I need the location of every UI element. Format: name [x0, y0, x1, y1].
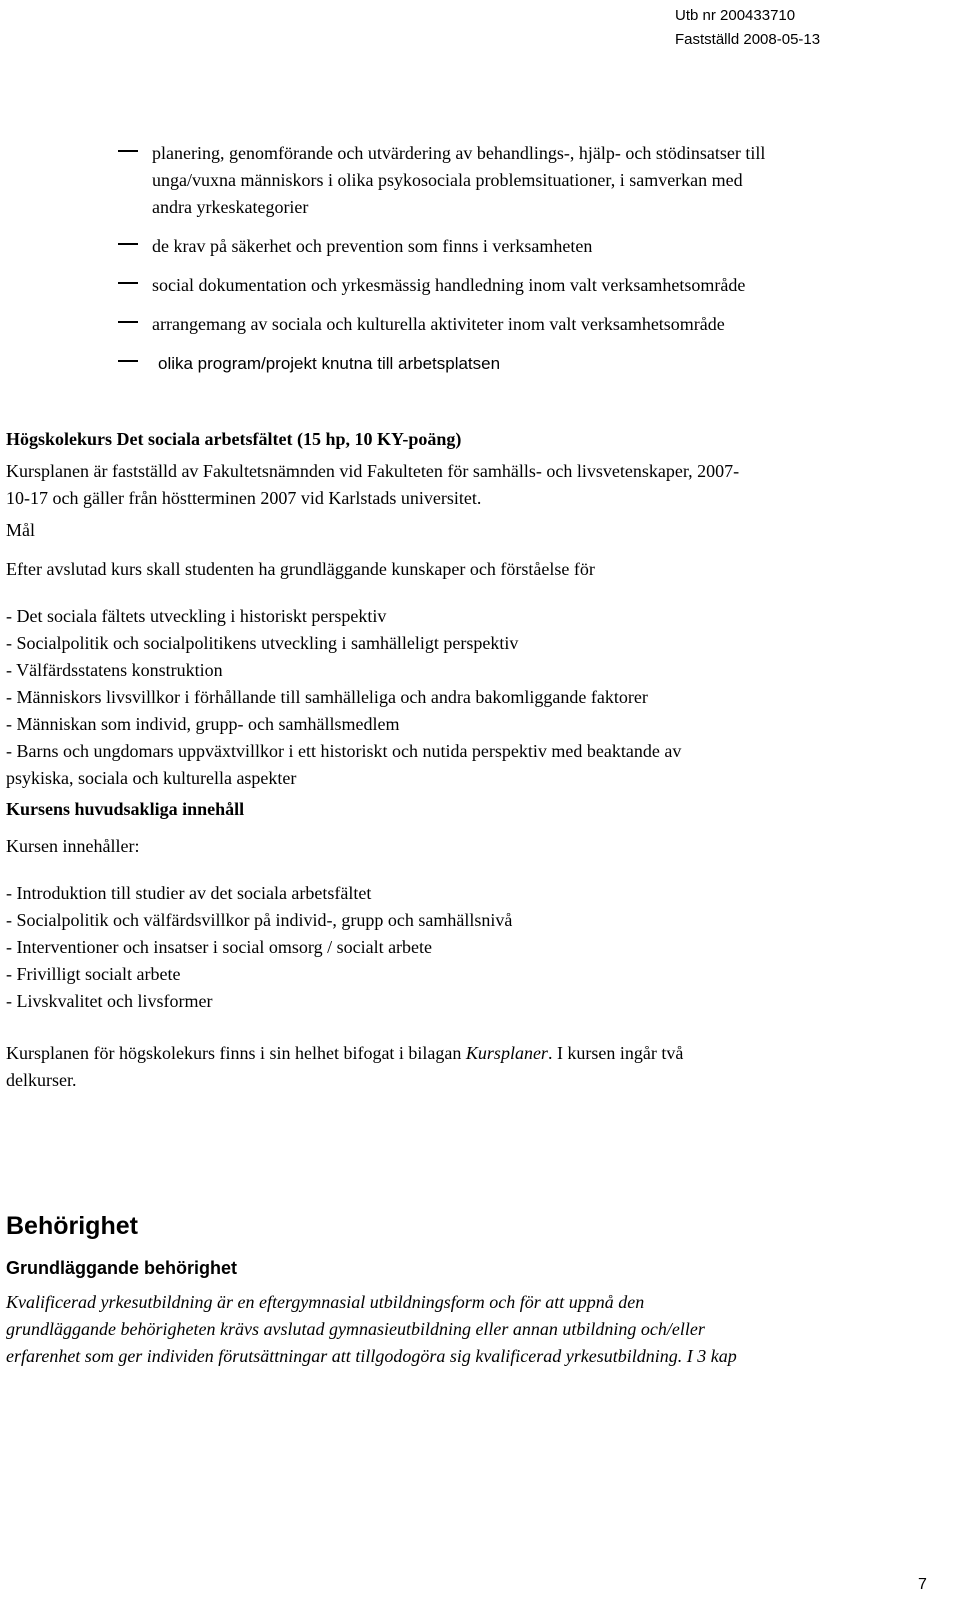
dash-list — [118, 140, 918, 389]
dash-item-line: andra yrkeskategorier — [152, 197, 309, 217]
content-list-item: - Livskvalitet och livsformer — [6, 991, 213, 1011]
dash-list-item — [118, 233, 918, 260]
content-list — [6, 880, 931, 1015]
established-date: Fastställd 2008-05-13 — [675, 31, 821, 48]
course-plan-paragraph — [6, 458, 931, 512]
goals-list-item: - Välfärdsstatens konstruktion — [6, 660, 223, 680]
dash-bullet-icon — [118, 321, 138, 323]
closing-text: Kursplanen för högskolekurs finns i sin helhet bifogat i bilagan — [6, 1043, 466, 1063]
course-plan-line: Kursplanen är fastställd av Fakultetsnämnden vid Fakulteten för samhälls- och livsvetenskaper, 2007- — [6, 461, 740, 481]
goals-label: Mål — [6, 520, 35, 540]
dash-item-line: olika program/projekt knutna till arbetsplatsen — [158, 354, 501, 373]
dash-list-item — [118, 350, 918, 377]
content-heading: Kursens huvudsakliga innehåll — [6, 799, 245, 819]
eligibility-paragraph — [6, 1289, 936, 1370]
goals-list — [6, 603, 931, 792]
content-list-item: - Frivilligt socialt arbete — [6, 964, 181, 984]
goals-list-item: - Socialpolitik och socialpolitikens utveckling i samhälleligt perspektiv — [6, 633, 519, 653]
content-list-item: - Introduktion till studier av det sociala arbetsfältet — [6, 883, 372, 903]
page-number: 7 — [918, 1576, 927, 1593]
dash-list-item — [118, 272, 918, 299]
closing-paragraph — [6, 1040, 931, 1094]
goals-intro: Efter avslutad kurs skall studenten ha grundläggande kunskaper och förståelse för — [6, 559, 595, 579]
dash-bullet-icon — [118, 150, 138, 152]
eligibility-heading: Behörighet — [6, 1212, 138, 1240]
goals-list-item: - Människors livsvillkor i förhållande till samhälleliga och andra bakomliggande faktorer — [6, 687, 648, 707]
dash-item-line: unga/vuxna människors i olika psykosociala problemsituationer, i samverkan med — [152, 170, 743, 190]
document-number: Utb nr 200433710 — [675, 7, 796, 24]
content-list-item: - Interventioner och insatser i social omsorg / socialt arbete — [6, 937, 433, 957]
dash-bullet-icon — [118, 360, 138, 362]
document-header — [675, 4, 820, 52]
course-plan-line: 10-17 och gäller från höstterminen 2007 vid Karlstads universitet. — [6, 488, 482, 508]
dash-list-item — [118, 140, 918, 221]
basic-eligibility-heading: Grundläggande behörighet — [6, 1258, 238, 1278]
closing-text: . I kursen ingår två — [547, 1043, 684, 1063]
dash-item-line: social dokumentation och yrkesmässig handledning inom valt verksamhetsområde — [152, 275, 746, 295]
dash-list-item — [118, 311, 918, 338]
goals-list-item: - Barns och ungdomars uppväxtvillkor i ett historiskt och nutida perspektiv med beaktande av — [6, 741, 682, 761]
closing-text: delkurser. — [6, 1070, 77, 1090]
dash-bullet-icon — [118, 243, 138, 245]
course-title: Högskolekurs Det sociala arbetsfältet (15 hp, 10 KY-poäng) — [6, 429, 462, 449]
dash-item-line: planering, genomförande och utvärdering av behandlings-, hjälp- och stödinsatser till — [152, 143, 766, 163]
dash-item-line: arrangemang av sociala och kulturella aktiviteter inom valt verksamhetsområde — [152, 314, 725, 334]
course-section — [6, 426, 931, 1094]
eligibility-line: erfarenhet som ger individen förutsättningar att tillgodogöra sig kvalificerad yrkesutbildning. I 3 kap — [6, 1346, 737, 1366]
dash-bullet-icon — [118, 282, 138, 284]
dash-item-line: de krav på säkerhet och prevention som finns i verksamheten — [152, 236, 593, 256]
attachment-name: Kursplaner — [465, 1043, 548, 1063]
eligibility-line: grundläggande behörigheten krävs avslutad gymnasieutbildning eller annan utbildning och/eller — [6, 1319, 705, 1339]
eligibility-line: Kvalificerad yrkesutbildning är en eftergymnasial utbildningsform och för att uppnå den — [6, 1292, 645, 1312]
goals-list-item-continuation: psykiska, sociala och kulturella aspekter — [6, 768, 297, 788]
goals-list-item: - Det sociala fältets utveckling i historiskt perspektiv — [6, 606, 387, 626]
content-intro: Kursen innehåller: — [6, 836, 140, 856]
goals-list-item: - Människan som individ, grupp- och samhällsmedlem — [6, 714, 400, 734]
content-list-item: - Socialpolitik och välfärdsvillkor på individ-, grupp och samhällsnivå — [6, 910, 513, 930]
